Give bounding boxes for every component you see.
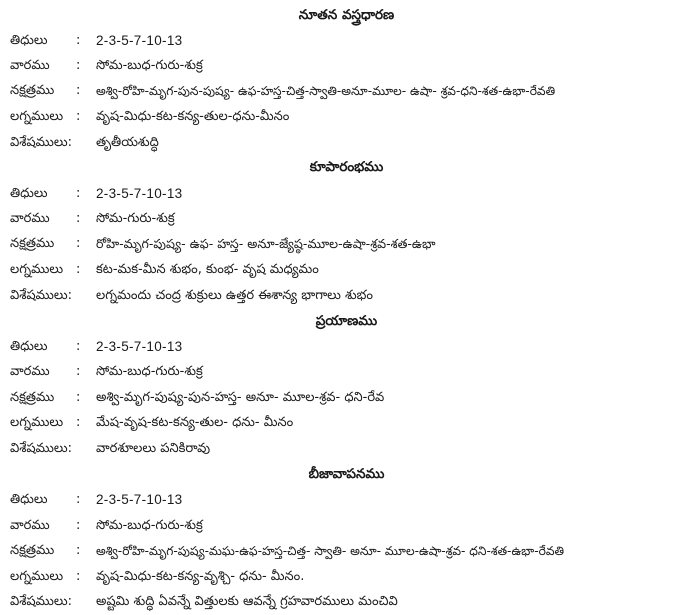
row-label: నక్షత్రము (10, 543, 55, 558)
row-colon: : (76, 415, 81, 430)
row-colon: : (76, 390, 81, 405)
row-colon: : (76, 262, 81, 277)
row-value: సోమ-గురు-శుక్ర (96, 211, 175, 226)
section-title: బీజావాపనము (308, 466, 385, 482)
row-value: 2-3-5-7-10-13 (96, 492, 183, 507)
row-varamu (0, 362, 693, 382)
row-varamu (0, 516, 693, 536)
row-value: సోమ-బుధ-గురు-శుక్ర (96, 58, 203, 73)
row-visheshamulu (0, 439, 693, 459)
row-label: విశేషములు: (10, 288, 73, 303)
row-label: విశేషములు: (10, 594, 73, 609)
row-colon: : (76, 543, 81, 558)
row-varamu (0, 56, 693, 76)
row-tithulu (0, 31, 693, 51)
row-label: లగ్నములు (10, 262, 64, 277)
row-colon: : (76, 236, 81, 251)
row-value: సోమ-బుధ-గురు-శుక్ర (96, 364, 203, 379)
row-label: లగ్నములు (10, 415, 64, 430)
row-visheshamulu (0, 133, 693, 153)
row-colon: : (76, 186, 81, 201)
section-title: నూతన వస్త్రధారణ (298, 7, 395, 23)
row-colon: : (76, 364, 81, 379)
row-label: వారము (10, 364, 50, 379)
row-label: లగ్నములు (10, 569, 64, 584)
row-lagnamulu (0, 567, 693, 587)
row-varamu (0, 209, 693, 229)
row-nakshatramu (0, 388, 693, 408)
row-value: అశ్వి-రోహి-మృగ-పున-పుష్య- ఉఫ-హస్త-చిత్త-స్వాతి-అనూ-మూల- ఉషా- శ్రవ-ధని-శత-ఉభా-రేవతి (96, 84, 556, 98)
row-label: తిధులు (10, 492, 48, 507)
row-colon: : (76, 569, 81, 584)
row-label: తిధులు (10, 33, 48, 48)
row-colon: : (76, 518, 81, 533)
row-value: లగ్నమందు చంద్ర శుక్రులు ఉత్తర ఈశాన్య భాగాలు శుభం (96, 288, 374, 303)
row-visheshamulu (0, 592, 693, 612)
row-label: తిధులు (10, 339, 48, 354)
row-value: రోహి-మృగ-పుష్య- ఉఫ- హస్త- అనూ-జ్యేష్ఠ-మూల-ఉషా-శ్రవ-శత-ఉభా (96, 236, 436, 251)
row-colon: : (76, 83, 81, 98)
row-value: అష్టమి శుద్ధి ఏవన్నే విత్తులకు ఆవన్నే గ్రహవారములు మంచివి (96, 594, 398, 609)
row-label: లగ్నములు (10, 109, 64, 124)
row-value: తృతీయశుద్ధి (96, 135, 159, 150)
row-colon: : (76, 58, 81, 73)
row-colon: : (76, 492, 81, 507)
row-value: 2-3-5-7-10-13 (96, 186, 183, 201)
row-nakshatramu (0, 81, 693, 101)
row-label: తిధులు (10, 186, 48, 201)
row-colon: : (76, 33, 81, 48)
row-value: వారశూలలు పనికిరావు (96, 441, 211, 456)
row-tithulu (0, 490, 693, 510)
row-value: 2-3-5-7-10-13 (96, 33, 183, 48)
row-value: కట-మక-మీన శుభం, కుంభ- వృష మధ్యమం (96, 262, 319, 277)
row-label: విశేషములు: (10, 441, 73, 456)
row-lagnamulu (0, 260, 693, 280)
row-lagnamulu (0, 413, 693, 433)
row-label: విశేషములు: (10, 135, 73, 150)
row-value: అశ్వి-మృగ-పుష్య-పున-హస్త- అనూ- మూల-శ్రవ- ధని-రేవ (96, 390, 385, 405)
row-value: వృష-మిధు-కట-కన్య-వృశ్చి- ధను- మీనం. (96, 569, 305, 584)
row-colon: : (76, 211, 81, 226)
row-value: సోమ-బుధ-గురు-శుక్ర (96, 518, 203, 533)
row-label: వారము (10, 518, 50, 533)
section-title: కూపారంభము (309, 159, 384, 175)
row-label: వారము (10, 211, 50, 226)
row-value: మేష-వృష-కట-కన్య-తుల- ధను- మీనం (96, 415, 294, 430)
row-visheshamulu (0, 286, 693, 306)
row-tithulu (0, 337, 693, 357)
row-lagnamulu (0, 107, 693, 127)
section-title: ప్రయాణము (315, 313, 378, 329)
row-colon: : (76, 109, 81, 124)
row-label: వారము (10, 58, 50, 73)
row-colon: : (76, 339, 81, 354)
row-value: 2-3-5-7-10-13 (96, 339, 183, 354)
row-value: అశ్వి-రోహి-మృగ-పుష్య-మఘ-ఉఫ-హస్త-చిత్త- స్వాతి- అనూ- మూల-ఉషా-శ్రవ- ధని-శత-ఉభా-రేవతి (96, 544, 565, 558)
row-tithulu (0, 184, 693, 204)
row-value: వృష-మిధు-కట-కన్య-తుల-ధను-మీనం (96, 109, 290, 124)
row-label: నక్షత్రము (10, 390, 55, 405)
row-nakshatramu (0, 234, 693, 254)
row-label: నక్షత్రము (10, 236, 55, 251)
row-label: నక్షత్రము (10, 83, 55, 98)
row-nakshatramu (0, 541, 693, 561)
